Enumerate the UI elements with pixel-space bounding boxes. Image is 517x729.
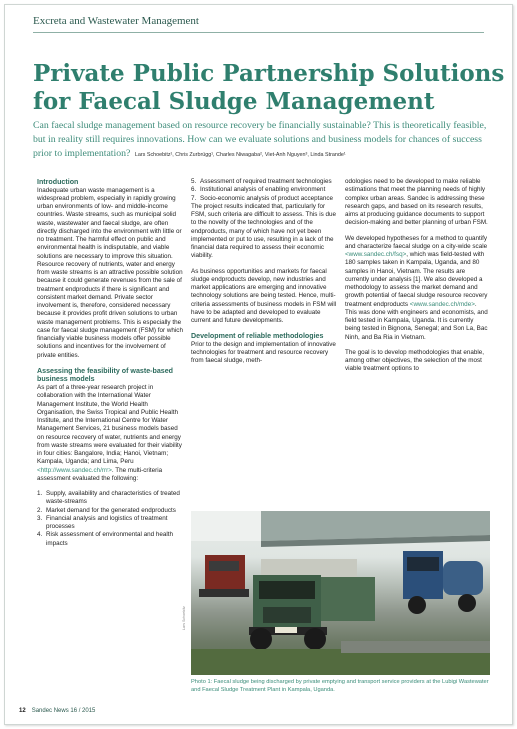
green-truck-window bbox=[259, 581, 315, 599]
author-list: Lars Schoebitz¹, Chris Zurbrügg¹, Charles Niwagaba², Viet-Anh Nguyen³, Linda Strande¹ bbox=[134, 152, 346, 158]
title-line-2: for Faecal Sludge Management bbox=[33, 88, 435, 115]
sky bbox=[191, 511, 261, 541]
fsq-link[interactable]: <www.sandec.ch/fsq> bbox=[345, 251, 407, 258]
header-rule bbox=[33, 32, 484, 33]
criteria-list-2 bbox=[191, 178, 337, 203]
document-page bbox=[4, 4, 513, 725]
article-title bbox=[33, 60, 505, 116]
heading-development: Development of reliable methodologies bbox=[191, 332, 324, 341]
assess-text-b: . The multi-criteria assessment evaluated the following: bbox=[37, 466, 163, 482]
blue-truck-wheel bbox=[408, 596, 426, 614]
red-truck-window bbox=[209, 561, 239, 571]
rrr-link[interactable]: <http://www.sandec.ch/rrr> bbox=[37, 466, 112, 474]
green-truck-wheel-2 bbox=[304, 628, 326, 650]
section-label: Excreta and Wastewater Management bbox=[33, 15, 199, 27]
license-plate bbox=[275, 627, 297, 633]
list-item: 1. Supply, availability and characteristics of treated waste-streams bbox=[37, 490, 180, 506]
red-truck-bumper bbox=[199, 589, 249, 597]
assess-text-a: As part of a three-year research project in collaboration with the International Water Management Institute, the World Health Organisation, the Swiss Tropical and Public Health Institute, and the International Centre for Water Management Services, 21 business models based on resource recovery of water, nutrients and energy from waste streams were evaluated for their viability in four cities: Bangalore, India; Hanoi, Vietnam; Kampala, Uganda; and Lima, Peru bbox=[37, 384, 182, 466]
list-item: 2. Market demand for the generated endproducts bbox=[37, 506, 176, 514]
photo-caption: Photo 1: Faecal sludge being discharged by private emptying and transport service providers at the Lubigi Wastewater and Faecal Sludge Treatment Plant in Kampala, Uganda. bbox=[191, 679, 489, 693]
sludge-truck-photo bbox=[191, 511, 490, 675]
goal-paragraph: The goal is to develop methodologies that enable, among other objectives, the selection of the most viable treatment options to bbox=[345, 348, 484, 373]
assess-paragraph bbox=[37, 384, 183, 483]
methodologies-paragraph: odologies need to be developed to make reliable estimations that meet the planning needs of highly complex urban areas. Sandec is addressing these research gaps, and based on its research results, aims at producing guidance documents to support decision-making and better planning of urban FSM. bbox=[345, 178, 488, 227]
issue-label: Sandec News 16 / 2015 bbox=[31, 708, 96, 714]
column-3 bbox=[345, 178, 490, 374]
list-item: 6. Institutional analysis of enabling environment bbox=[191, 186, 326, 194]
page-number: 12 bbox=[19, 708, 26, 714]
green-truck-wheel bbox=[250, 628, 272, 650]
column-2 bbox=[191, 178, 337, 366]
results-paragraph: The project results indicated that, particularly for FSM, such criteria are difficult to assess. This is due to the novelty of the technologies and of the endproducts, many of which have not yet been implemented or put to use, resulting in a lack of the financial data required to assess their economic viability. bbox=[191, 202, 337, 260]
blue-truck-wheel-rear bbox=[458, 594, 476, 612]
mde-link[interactable]: <www.sandec.ch/mde> bbox=[409, 300, 475, 308]
list-item: 4. Risk assessment of environmental and health impacts bbox=[37, 531, 174, 547]
green-truck-grille bbox=[263, 607, 311, 623]
list-item: 5. Assessment of required treatment technologies bbox=[191, 178, 332, 185]
heading-introduction: Introduction bbox=[37, 178, 79, 186]
column-1 bbox=[37, 178, 183, 548]
red-truck bbox=[205, 555, 245, 591]
heading-assessing-feasibility: Assessing the feasibility of waste-based business models bbox=[37, 366, 174, 384]
intro-paragraph: Inadequate urban waste management is a widespread problem, especially in rapidly growing urban environments of low- and middle-income countries. Waste streams, such as municipal solid waste, wastewater and faecal sludge, are often directly discharged into the environment with little or no treatment. The harmful effect on public and environmental health is indisputable, and viable solutions are necessary to improve this situation. Resource recovery of nutrients, water and energy from waste streams is an attractive possible solution because it could generate revenues from the sale of treatment endproducts if there is significant and consistent market demand. Private sector involvement is, therefore, considered necessary because it provides profit driven solutions to urban waste management problems. This is especially the case for faecal sludge management (FSM) for which financially viable business models offer possible solutions and incentives for the involvement of private entities. bbox=[37, 186, 183, 359]
blue-truck-window bbox=[407, 557, 439, 571]
page-footer bbox=[19, 708, 95, 714]
blue-truck-tank bbox=[443, 561, 483, 595]
criteria-list-1 bbox=[37, 490, 183, 548]
green-truck-tank bbox=[321, 577, 375, 621]
photo-credit: Lars Schoebitz bbox=[182, 606, 186, 630]
title-line-1: Private Public Partnership Solutions bbox=[33, 60, 505, 87]
development-paragraph: Prior to the design and implementation of innovative technologies for treatment and resource recovery from faecal sludge, meth- bbox=[191, 340, 336, 365]
puddle-ground bbox=[341, 641, 490, 653]
hypotheses-paragraph: We developed hypotheses for a method to quantify and characterize faecal sludge on a city-wide scale <www.sandec.ch/fsq>, which was field-tested with 180 samples taken in Kampala, Uganda, and 80 samples in Hanoi, Vietnam. The results are currently under analysis [1]. We also developed a methodology to assess the market demand and growth potential of faecal sludge resource recovery treatment endproducts <www.sandec.ch/mde>. This was done with engineers and economists, and field tested in Kampala, Uganda. It is currently being tested in Bignona, Senegal; and Son La, Bac Ninh, and Ba Ria in Vietnam. bbox=[345, 234, 488, 341]
photo-illustration bbox=[191, 511, 490, 675]
lead-text: Can faecal sludge management based on resource recovery be financially sustainable? This is theoretically feasible, but in reality still requires innovations. How can we evaluate solutions and business models for chances of success prior to implementation? bbox=[33, 120, 487, 159]
list-item: 3. Financial analysis and logistics of treatment processes bbox=[37, 514, 168, 531]
list-item: 7. Socio-economic analysis of product acceptance bbox=[191, 194, 334, 202]
opportunities-paragraph: As business opportunities and markets for faecal sludge endproducts develop, new industries and market applications are emerging and innovative technology solutions are being tested. Hence, multi-criteria assessments of business models in FSM will have to be adapted and developed to evaluate current and future developments. bbox=[191, 267, 337, 324]
article-lead bbox=[33, 119, 495, 162]
